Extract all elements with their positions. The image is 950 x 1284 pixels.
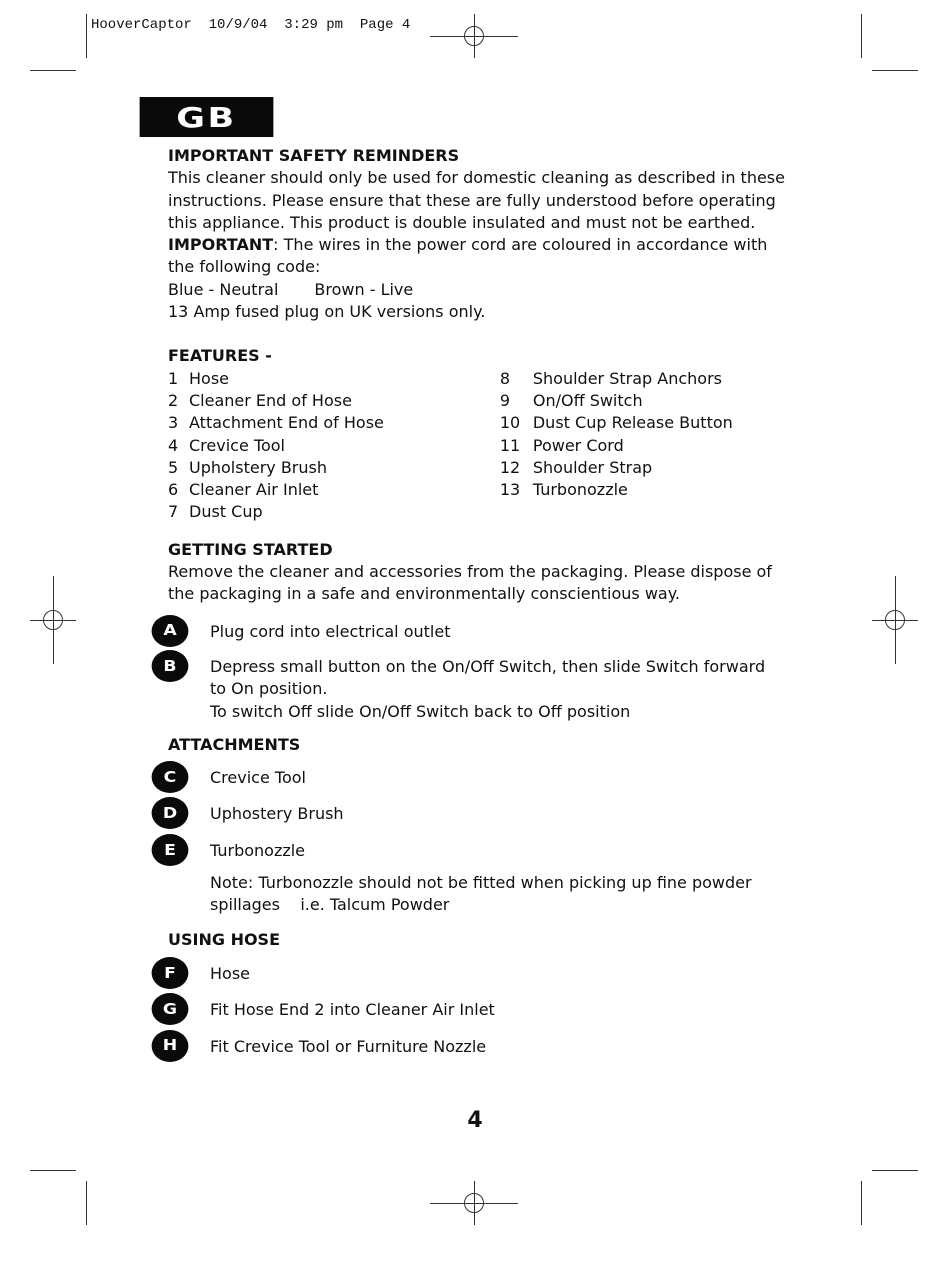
crop-mark bbox=[86, 1181, 87, 1225]
wire-live: Brown - Live bbox=[314, 279, 414, 299]
feature-item bbox=[168, 368, 500, 390]
feature-label: Dust Cup bbox=[189, 502, 263, 522]
feature-label: Crevice Tool bbox=[189, 435, 285, 455]
crop-mark bbox=[872, 1170, 918, 1171]
crop-mark bbox=[30, 70, 76, 71]
feature-item bbox=[168, 457, 500, 479]
step-text: Plug cord into electrical outlet bbox=[210, 621, 451, 641]
registration-circle bbox=[464, 1193, 484, 1213]
feature-number: 11 bbox=[499, 435, 521, 455]
feature-item bbox=[168, 479, 500, 501]
feature-number: 8 bbox=[499, 368, 511, 388]
feature-item bbox=[500, 479, 788, 501]
step-c bbox=[163, 767, 788, 789]
wire-neutral: Blue - Neutral bbox=[168, 279, 279, 299]
crop-mark bbox=[86, 14, 87, 58]
crop-mark bbox=[30, 1170, 76, 1171]
feature-label: Attachment End of Hose bbox=[189, 413, 384, 433]
step-g bbox=[162, 999, 788, 1021]
step-text: Fit Hose End 2 into Cleaner Air Inlet bbox=[210, 1000, 495, 1020]
step-letter-badge: G bbox=[152, 993, 189, 1025]
page-content bbox=[162, 145, 788, 1058]
wire-code bbox=[168, 279, 788, 301]
feature-item bbox=[500, 412, 788, 434]
feature-number: 5 bbox=[168, 457, 179, 477]
features-heading: FEATURES - bbox=[168, 346, 272, 366]
step-f bbox=[164, 963, 788, 985]
step-text: Uphostery Brush bbox=[210, 804, 344, 824]
feature-label: Turbonozzle bbox=[532, 480, 628, 500]
crop-mark bbox=[861, 1181, 862, 1225]
registration-circle bbox=[464, 26, 484, 46]
safety-heading: IMPORTANT SAFETY REMINDERS bbox=[168, 146, 460, 165]
step-d bbox=[162, 803, 788, 825]
step-e bbox=[164, 840, 788, 862]
important-note bbox=[168, 234, 788, 279]
crop-mark bbox=[861, 14, 862, 58]
using-hose-section bbox=[162, 929, 788, 1058]
feature-number: 13 bbox=[499, 480, 521, 500]
step-extra-text: To switch Off slide On/Off Switch back to Off position bbox=[210, 701, 631, 721]
using-hose-heading: USING HOSE bbox=[168, 929, 281, 949]
feature-item bbox=[168, 390, 500, 412]
important-label: IMPORTANT bbox=[168, 235, 274, 255]
features-list-left bbox=[168, 368, 500, 524]
slug-file: HooverCaptor bbox=[91, 17, 192, 33]
feature-number: 10 bbox=[499, 413, 521, 433]
safety-section bbox=[168, 145, 788, 323]
step-letter-badge: C bbox=[152, 761, 189, 793]
step-letter-badge: F bbox=[152, 957, 189, 989]
feature-number: 12 bbox=[499, 457, 521, 477]
feature-number: 1 bbox=[168, 368, 179, 388]
feature-number: 3 bbox=[168, 413, 179, 433]
crop-mark bbox=[872, 70, 918, 71]
slug-page: Page 4 bbox=[359, 17, 411, 33]
step-a bbox=[163, 621, 788, 643]
feature-number: 7 bbox=[168, 502, 179, 522]
feature-label: Shoulder Strap Anchors bbox=[532, 368, 722, 388]
registration-circle bbox=[43, 610, 63, 630]
step-text: Crevice Tool bbox=[210, 768, 306, 788]
feature-label: On/Off Switch bbox=[532, 390, 643, 410]
feature-label: Shoulder Strap bbox=[532, 457, 653, 477]
feature-number: 4 bbox=[168, 435, 179, 455]
feature-label: Cleaner Air Inlet bbox=[189, 480, 319, 500]
feature-item bbox=[500, 390, 788, 412]
step-letter-badge: B bbox=[152, 650, 189, 682]
feature-label: Dust Cup Release Button bbox=[532, 413, 733, 433]
fuse-note: 13 Amp fused plug on UK versions only. bbox=[168, 302, 486, 322]
step-text: Depress small button on the On/Off Switch, then slide Switch forward to On position. bbox=[210, 656, 766, 699]
attachments-heading: ATTACHMENTS bbox=[168, 734, 301, 754]
safety-paragraph: This cleaner should only be used for domestic cleaning as described in these instructions. Please ensure that these are fully understood before operating this appliance. This product is double insulated and must not be earthed. bbox=[168, 168, 785, 232]
feature-item bbox=[500, 368, 788, 390]
features-list-right bbox=[500, 368, 788, 524]
feature-number: 2 bbox=[168, 390, 179, 410]
step-letter-badge: A bbox=[152, 615, 189, 647]
feature-item bbox=[168, 501, 500, 523]
registration-circle bbox=[885, 610, 905, 630]
feature-item bbox=[500, 435, 788, 457]
step-letter-badge: H bbox=[152, 1030, 189, 1062]
feature-number: 6 bbox=[168, 480, 179, 500]
print-slug bbox=[91, 17, 410, 33]
getting-started-intro: Remove the cleaner and accessories from the packaging. Please dispose of the packaging in a safe and environmentally conscientious way. bbox=[168, 562, 772, 604]
step-letter-badge: E bbox=[152, 834, 189, 866]
step-text: Turbonozzle bbox=[210, 840, 306, 860]
feature-item bbox=[168, 435, 500, 457]
feature-label: Cleaner End of Hose bbox=[189, 390, 352, 410]
attachment-note bbox=[168, 872, 788, 917]
feature-label: Upholstery Brush bbox=[189, 457, 327, 477]
step-letter-badge: D bbox=[152, 797, 189, 829]
step-b bbox=[163, 656, 788, 723]
slug-time: 3:29 pm bbox=[284, 17, 344, 33]
step-text: Fit Crevice Tool or Furniture Nozzle bbox=[210, 1036, 487, 1056]
features-section bbox=[168, 345, 788, 523]
important-text: : The wires in the power cord are coloured in accordance with the following code: bbox=[168, 235, 768, 277]
attachments-section bbox=[162, 734, 788, 917]
feature-label: Power Cord bbox=[532, 435, 624, 455]
step-h bbox=[162, 1036, 788, 1058]
slug-date: 10/9/04 bbox=[208, 17, 268, 33]
getting-started-section bbox=[163, 539, 788, 723]
feature-label: Hose bbox=[189, 368, 229, 388]
feature-number: 9 bbox=[499, 390, 511, 410]
feature-item bbox=[168, 412, 500, 434]
language-badge: GB bbox=[140, 97, 274, 137]
step-text: Hose bbox=[210, 963, 250, 983]
getting-started-heading: GETTING STARTED bbox=[168, 539, 333, 559]
feature-item bbox=[500, 457, 788, 479]
note-text: Note: Turbonozzle should not be fitted when picking up fine powder spillages i.e. Talcum Powder bbox=[210, 873, 757, 915]
page-number: 4 bbox=[467, 1108, 483, 1133]
